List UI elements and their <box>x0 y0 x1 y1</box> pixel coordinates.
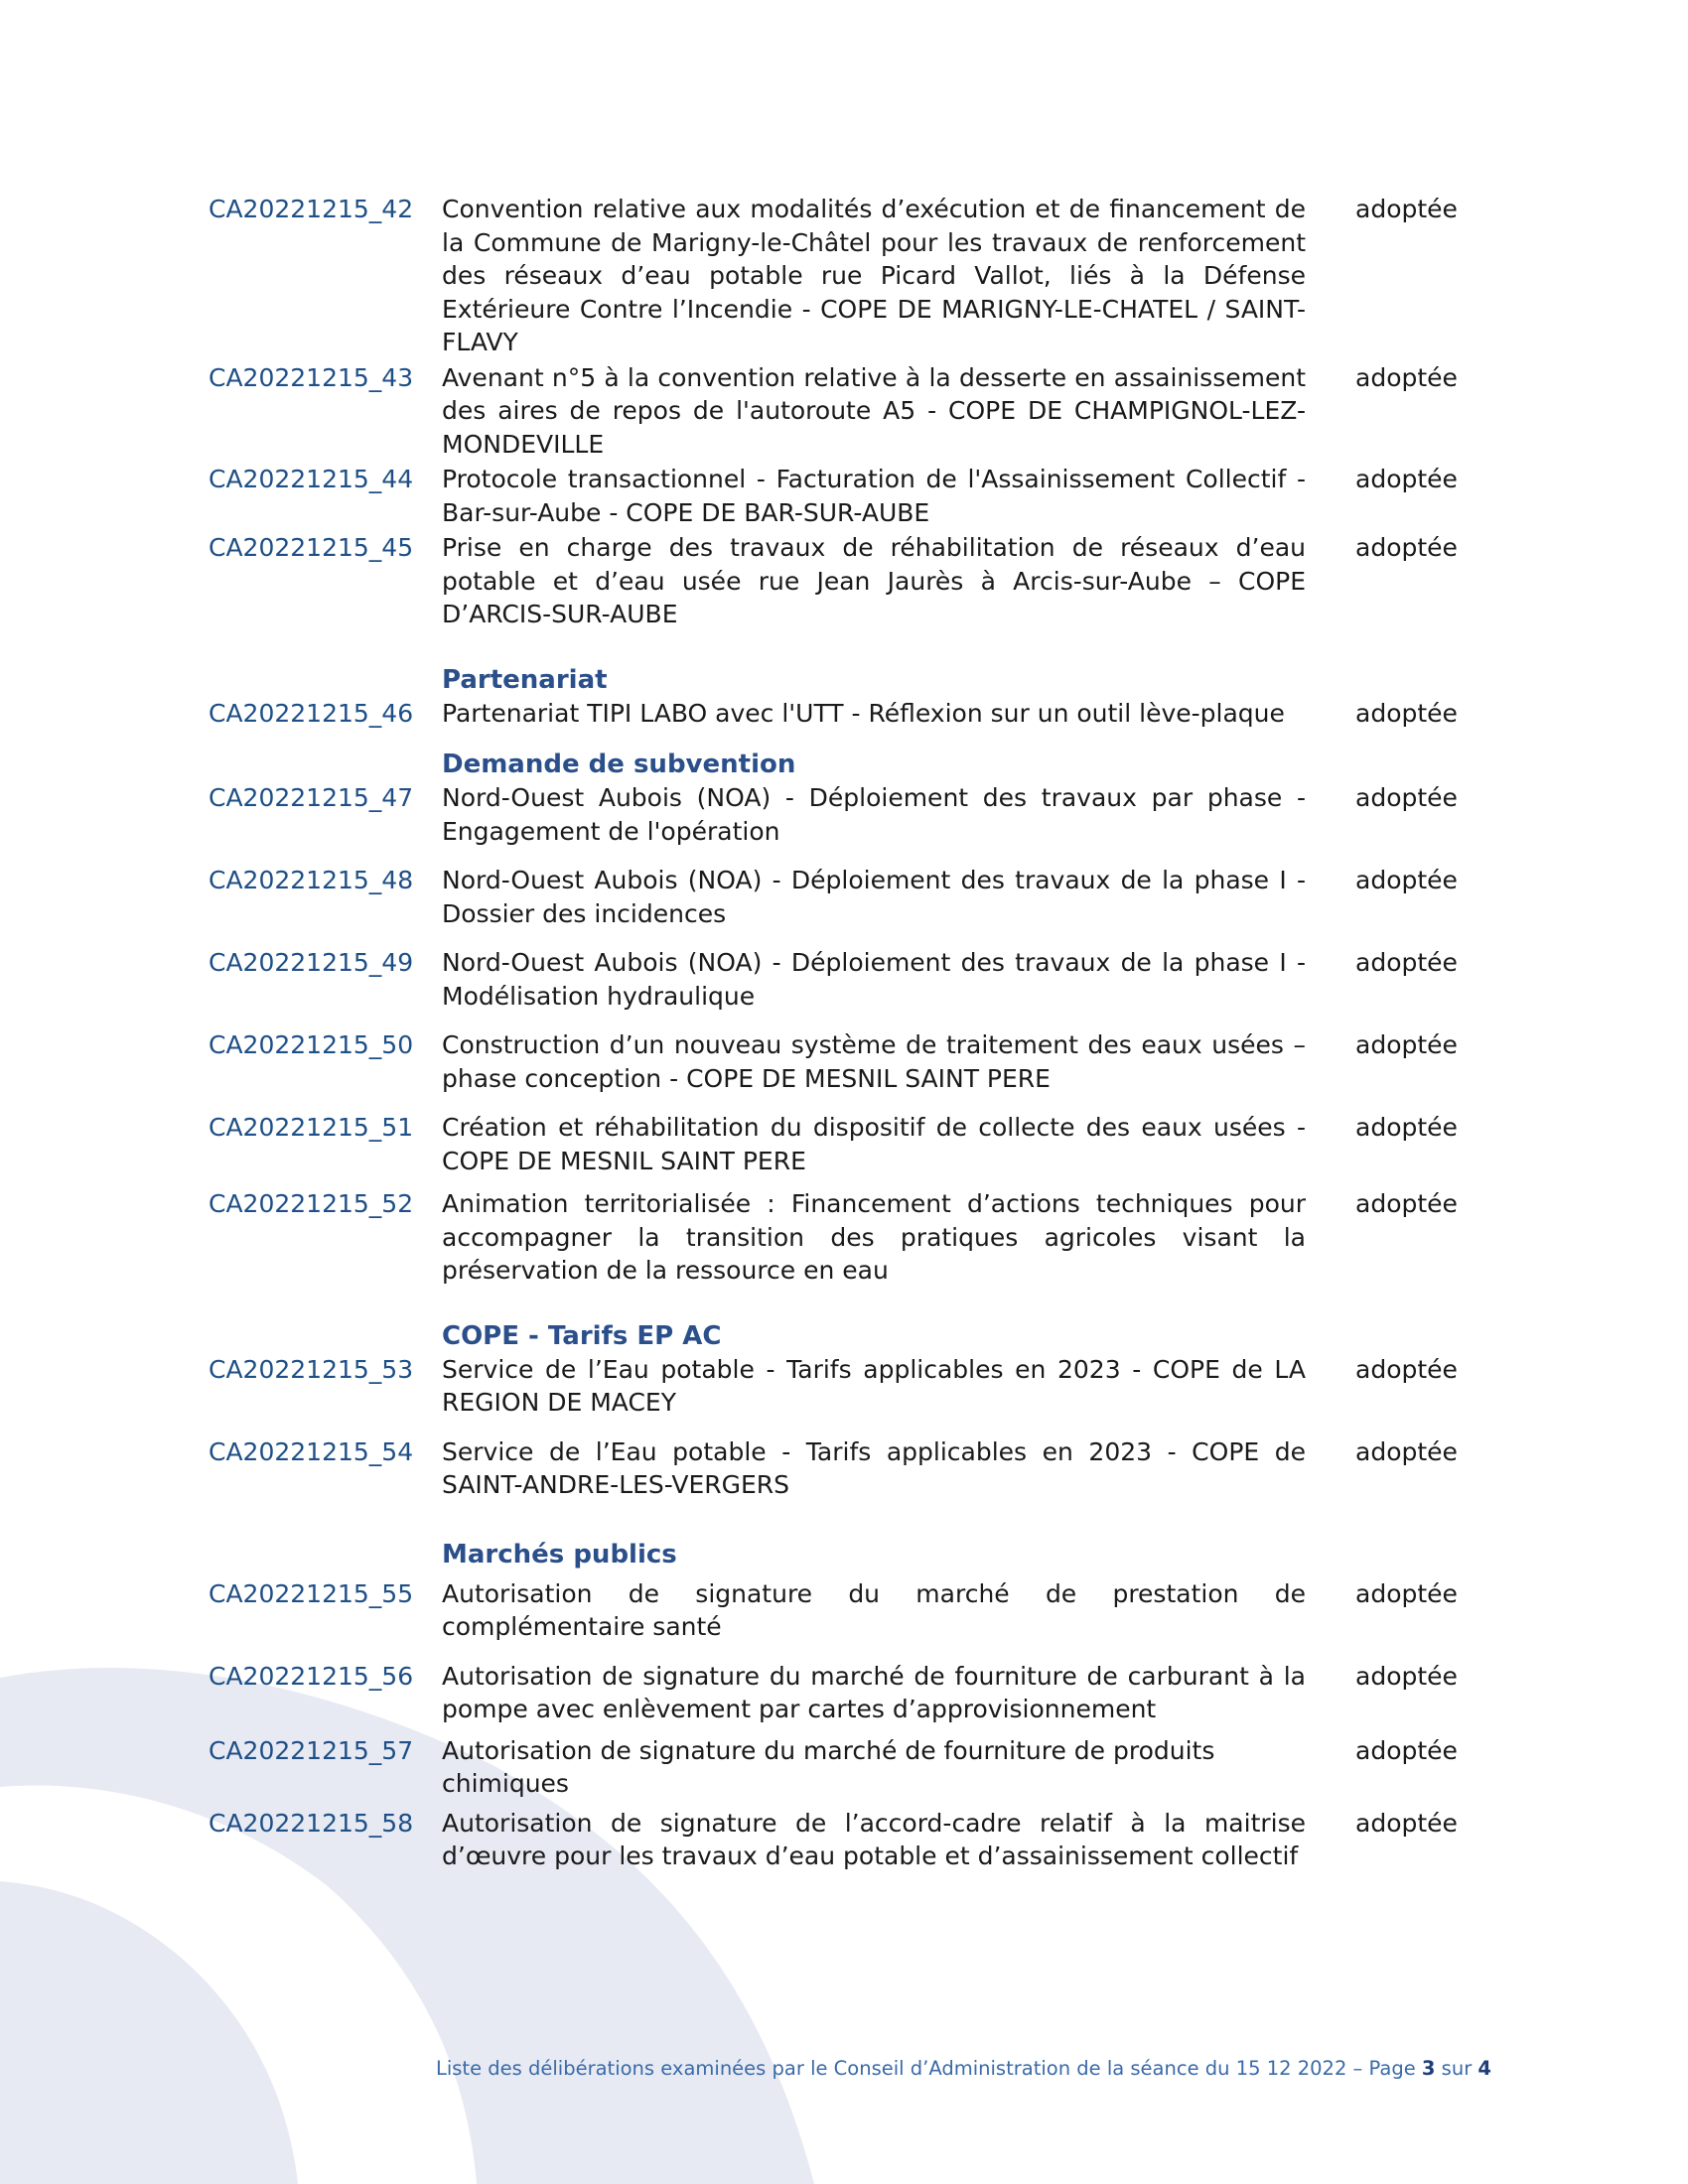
deliberations-list <box>209 193 1489 1875</box>
deliberation-code: CA20221215_43 <box>209 362 414 392</box>
deliberation-status: adoptée <box>1355 1354 1458 1384</box>
deliberation-status: adoptée <box>1355 1436 1458 1466</box>
deliberation-description: Autorisation de signature du marché de prestation de complémentaire santé <box>442 1578 1306 1641</box>
table-row <box>209 1028 1489 1095</box>
deliberation-description: Prise en charge des travaux de réhabilitation de réseaux d’eau potable et d’eau usée rue Jean Jaurès à Arcis-sur-Aube – COPE D’ARCIS-SUR-AUBE <box>442 533 1306 628</box>
table-row <box>209 1111 1489 1177</box>
section-heading-marches: Marchés publics <box>442 1539 677 1570</box>
table-row <box>209 531 1489 631</box>
page-footer <box>436 2057 1491 2080</box>
table-row <box>209 1807 1489 1873</box>
table-row <box>209 361 1489 462</box>
deliberation-description: Protocole transactionnel - Facturation de l'Assainissement Collectif - Bar-sur-Aube - COPE DE BAR-SUR-AUBE <box>442 465 1306 527</box>
table-row <box>209 864 1489 930</box>
deliberation-status: adoptée <box>1355 362 1458 392</box>
deliberation-code: CA20221215_58 <box>209 1808 414 1838</box>
deliberation-status: adoptée <box>1355 698 1458 728</box>
table-row <box>209 193 1489 359</box>
section-heading-partenariat: Partenariat <box>442 664 608 695</box>
deliberation-code: CA20221215_55 <box>209 1578 414 1608</box>
table-row <box>209 1734 1489 1801</box>
deliberation-code: CA20221215_57 <box>209 1735 414 1765</box>
deliberation-status: adoptée <box>1355 465 1458 493</box>
deliberation-description: Construction d’un nouveau système de traitement des eaux usées – phase conception - COPE DE MESNIL SAINT PERE <box>442 1030 1306 1093</box>
deliberation-description: Autorisation de signature de l’accord-cadre relatif à la maitrise d’œuvre pour les travaux d’eau potable et d’assainissement collectif <box>442 1808 1306 1870</box>
table-row <box>209 946 1489 1013</box>
deliberation-status: adoptée <box>1355 1189 1458 1218</box>
footer-page-total: 4 <box>1477 2057 1491 2080</box>
table-row <box>209 1577 1489 1644</box>
table-row <box>209 1187 1489 1288</box>
deliberation-code: CA20221215_53 <box>209 1354 414 1384</box>
table-row <box>209 697 1489 731</box>
deliberation-code: CA20221215_47 <box>209 783 414 812</box>
deliberation-description: Nord-Ouest Aubois (NOA) - Déploiement des travaux par phase - Engagement de l'opération <box>442 783 1306 846</box>
table-row <box>209 781 1489 848</box>
deliberation-description: Service de l’Eau potable - Tarifs applicables en 2023 - COPE de LA REGION DE MACEY <box>442 1354 1306 1417</box>
deliberation-description: Partenariat TIPI LABO avec l'UTT - Réflexion sur un outil lève-plaque <box>442 698 1285 728</box>
deliberation-status: adoptée <box>1355 866 1458 894</box>
deliberation-status: adoptée <box>1355 1735 1458 1765</box>
table-row <box>209 463 1489 529</box>
footer-page-number: 3 <box>1421 2057 1436 2080</box>
deliberation-status: adoptée <box>1355 1808 1458 1838</box>
deliberation-status: adoptée <box>1355 195 1458 223</box>
table-row <box>209 1660 1489 1726</box>
deliberation-status: adoptée <box>1355 1113 1458 1142</box>
deliberation-code: CA20221215_50 <box>209 1030 414 1059</box>
deliberation-code: CA20221215_54 <box>209 1436 414 1466</box>
deliberation-code: CA20221215_42 <box>209 195 414 223</box>
table-row <box>209 1353 1489 1420</box>
footer-text: Liste des délibérations examinées par le Conseil d’Administration de la séance du 15 12 2022 – Page <box>435 2057 1422 2080</box>
deliberation-status: adoptée <box>1355 1661 1458 1691</box>
deliberation-code: CA20221215_44 <box>209 465 414 493</box>
deliberation-code: CA20221215_52 <box>209 1189 414 1218</box>
deliberation-status: adoptée <box>1355 1030 1458 1059</box>
deliberation-description: Autorisation de signature du marché de fourniture de produits chimiques <box>442 1735 1215 1798</box>
deliberation-code: CA20221215_48 <box>209 866 414 894</box>
deliberation-status: adoptée <box>1355 948 1458 977</box>
deliberation-code: CA20221215_51 <box>209 1113 414 1142</box>
section-heading-tarifs: COPE - Tarifs EP AC <box>442 1320 722 1351</box>
deliberation-description: Service de l’Eau potable - Tarifs applicables en 2023 - COPE de SAINT-ANDRE-LES-VERGERS <box>442 1436 1306 1499</box>
deliberation-description: Création et réhabilitation du dispositif de collecte des eaux usées - COPE DE MESNIL SAINT PERE <box>442 1113 1306 1175</box>
deliberation-status: adoptée <box>1355 783 1458 812</box>
deliberation-description: Autorisation de signature du marché de fourniture de carburant à la pompe avec enlèvement par cartes d’approvisionnement <box>442 1661 1306 1723</box>
deliberation-code: CA20221215_45 <box>209 533 414 562</box>
section-heading-subvention: Demande de subvention <box>442 750 796 779</box>
deliberation-code: CA20221215_46 <box>209 698 414 728</box>
deliberation-status: adoptée <box>1355 533 1458 562</box>
footer-separator: sur <box>1435 2057 1478 2080</box>
deliberation-status: adoptée <box>1355 1578 1458 1608</box>
deliberation-description: Convention relative aux modalités d’exécution et de financement de la Commune de Marigny-le-Châtel pour les travaux de renforcement des réseaux d’eau potable rue Picard Vallot, liés à la Défense Extérieure Contre l’Incendie - COPE DE MARIGNY-LE-CHATEL / SAINT-FLAVY <box>442 195 1306 356</box>
deliberation-code: CA20221215_49 <box>209 948 414 977</box>
deliberation-description: Nord-Ouest Aubois (NOA) - Déploiement des travaux de la phase I - Modélisation hydraulique <box>442 948 1306 1011</box>
table-row <box>209 1435 1489 1502</box>
deliberation-description: Nord-Ouest Aubois (NOA) - Déploiement des travaux de la phase I - Dossier des incidences <box>442 866 1306 928</box>
deliberation-description: Animation territorialisée : Financement d’actions techniques pour accompagner la transition des pratiques agricoles visant la préservation de la ressource en eau <box>442 1189 1306 1285</box>
deliberation-description: Avenant n°5 à la convention relative à la desserte en assainissement des aires de repos de l'autoroute A5 - COPE DE CHAMPIGNOL-LEZ-MONDEVILLE <box>442 362 1306 459</box>
deliberation-code: CA20221215_56 <box>209 1661 414 1691</box>
